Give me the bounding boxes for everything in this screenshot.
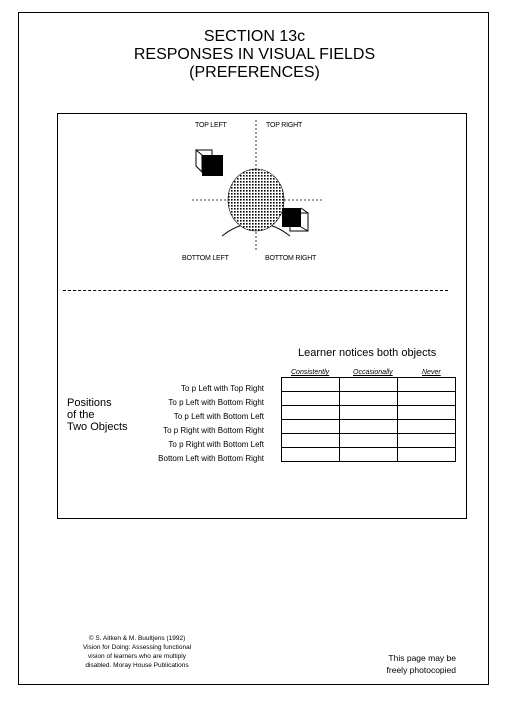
table-row [282, 378, 456, 392]
bottom-right-cube [282, 208, 308, 231]
cell[interactable] [282, 434, 340, 448]
cell[interactable] [340, 406, 398, 420]
row-label: To p Right with Bottom Right [163, 426, 264, 435]
cell[interactable] [340, 378, 398, 392]
head-figure [228, 169, 284, 231]
cell[interactable] [398, 392, 456, 406]
row-label: Bottom Left with Bottom Right [158, 454, 264, 463]
row-label: To p Left with Bottom Right [168, 398, 264, 407]
cell[interactable] [340, 392, 398, 406]
row-label: To p Left with Bottom Left [173, 412, 264, 421]
cell[interactable] [282, 392, 340, 406]
section-subtitle: RESPONSES IN VISUAL FIELDS [133, 46, 376, 63]
copyright-credit: © S. Aitken & M. Buultjens (1992) Vision for Doing: Assessing functional vision of learners who are multiply disabled. Moray House Publications [82, 635, 192, 669]
cell[interactable] [340, 448, 398, 462]
cell[interactable] [340, 434, 398, 448]
divider-line [63, 290, 448, 291]
cell[interactable] [282, 406, 340, 420]
visual-field-diagram [180, 118, 330, 268]
row-label: To p Right with Bottom Left [168, 440, 264, 449]
cell[interactable] [398, 448, 456, 462]
table-row [282, 434, 456, 448]
cell[interactable] [398, 420, 456, 434]
response-grid [281, 377, 456, 462]
table-title: Learner notices both objects [298, 347, 437, 359]
table-row [282, 448, 456, 462]
label-top-left: TOP LEFT [195, 122, 227, 129]
label-bottom-left: BOTTOM LEFT [182, 255, 229, 262]
cell[interactable] [398, 406, 456, 420]
label-top-right: TOP RIGHT [266, 122, 303, 129]
table-row [282, 420, 456, 434]
cell[interactable] [282, 420, 340, 434]
section-title: SECTION 13c [203, 28, 306, 45]
cell[interactable] [398, 378, 456, 392]
col-occasionally: Occasionally [353, 369, 393, 376]
table-row [282, 392, 456, 406]
positions-label: Positions of the Two Objects [67, 397, 128, 433]
col-consistently: Consistently [291, 369, 330, 376]
label-bottom-right: BOTTOM RIGHT [265, 255, 317, 262]
row-label: To p Left with Top Right [180, 384, 264, 393]
section-subtitle-preferences: (PREFERENCES) [189, 64, 320, 81]
col-never: Never [422, 369, 441, 376]
cell[interactable] [282, 448, 340, 462]
cell[interactable] [340, 420, 398, 434]
top-left-cube [196, 150, 223, 176]
cell[interactable] [398, 434, 456, 448]
photocopy-notice: This page may be freely photocopied [386, 653, 456, 675]
cell[interactable] [282, 378, 340, 392]
table-row [282, 406, 456, 420]
